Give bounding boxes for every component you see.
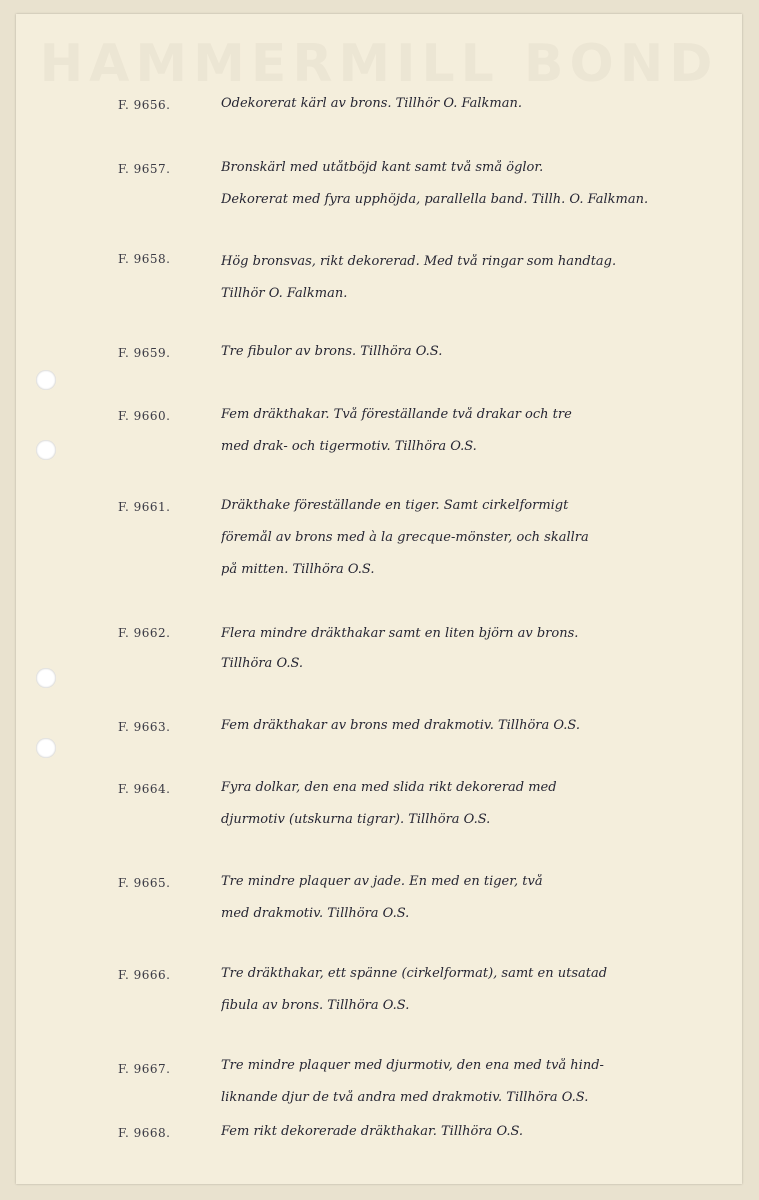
punch-hole bbox=[36, 440, 56, 460]
punch-hole bbox=[36, 738, 56, 758]
catalog-number: F. 9668. bbox=[118, 1126, 171, 1140]
punch-hole bbox=[36, 668, 56, 688]
catalog-number: F. 9665. bbox=[118, 876, 171, 890]
document-page bbox=[16, 14, 742, 1184]
entry-description-line: liknande djur de två andra med drakmotiv. Tillhöra Ö.S. bbox=[221, 1090, 589, 1105]
catalog-number: F. 9661. bbox=[118, 500, 171, 514]
catalog-number: F. 9663. bbox=[118, 720, 171, 734]
entry-description-line: djurmotiv (utskurna tigrar). Tillhöra Ö.S. bbox=[221, 812, 491, 827]
entry-description-line: Fem dräkthakar av brons med drakmotiv. Tillhöra Ö.S. bbox=[221, 718, 580, 733]
entry-description-line: Tre mindre plaquer med djurmotiv, den ena med två hind- bbox=[221, 1058, 604, 1073]
entry-description-line: Tillhör O. Falkman. bbox=[221, 286, 348, 301]
catalog-number: F. 9666. bbox=[118, 968, 171, 982]
paper-watermark: HAMMERMILL BOND bbox=[39, 34, 719, 94]
entry-description-line: på mitten. Tillhöra Ö.S. bbox=[221, 562, 375, 577]
entry-description-line: Flera mindre dräkthakar samt en liten björn av brons. bbox=[221, 626, 579, 641]
entry-description-line: Tre dräkthakar, ett spänne (cirkelformat), samt en utsatad bbox=[221, 966, 608, 981]
entry-description-line: Fem rikt dekorerade dräkthakar. Tillhöra Ö.S. bbox=[221, 1124, 524, 1139]
entry-description-line: Fyra dolkar, den ena med slida rikt dekorerad med bbox=[221, 780, 557, 795]
catalog-number: F. 9659. bbox=[118, 346, 171, 360]
entry-description-line: Tre fibulor av brons. Tillhöra Ö.S. bbox=[221, 344, 443, 359]
catalog-number: F. 9656. bbox=[118, 98, 171, 112]
punch-hole bbox=[36, 370, 56, 390]
entry-description-line: fibula av brons. Tillhöra Ö.S. bbox=[221, 998, 410, 1013]
entry-description-line: Tillhöra Ö.S. bbox=[221, 656, 304, 671]
entry-description-line: Fem dräkthakar. Två föreställande två drakar och tre bbox=[221, 407, 572, 422]
entry-description-line: Dräkthake föreställande en tiger. Samt cirkelformigt bbox=[221, 498, 569, 513]
entry-description-line: föremål av brons med à la grecque-mönster, och skallra bbox=[221, 530, 589, 545]
entry-description-line: Hög bronsvas, rikt dekorerad. Med två ringar som handtag. bbox=[221, 254, 617, 269]
catalog-number: F. 9657. bbox=[118, 162, 171, 176]
entry-description-line: med drakmotiv. Tillhöra Ö.S. bbox=[221, 906, 410, 921]
entry-description-line: Bronskärl med utåtböjd kant samt två små öglor. bbox=[221, 160, 544, 175]
catalog-number: F. 9658. bbox=[118, 252, 171, 266]
catalog-number: F. 9662. bbox=[118, 626, 171, 640]
entry-description-line: med drak- och tigermotiv. Tillhöra Ö.S. bbox=[221, 439, 477, 454]
catalog-number: F. 9664. bbox=[118, 782, 171, 796]
catalog-number: F. 9667. bbox=[118, 1062, 171, 1076]
catalog-number: F. 9660. bbox=[118, 409, 171, 423]
entry-description-line: Dekorerat med fyra upphöjda, parallella band. Tillh. O. Falkman. bbox=[221, 192, 649, 207]
entry-description-line: Odekorerat kärl av brons. Tillhör O. Falkman. bbox=[221, 96, 522, 111]
entry-description-line: Tre mindre plaquer av jade. En med en tiger, två bbox=[221, 874, 543, 889]
